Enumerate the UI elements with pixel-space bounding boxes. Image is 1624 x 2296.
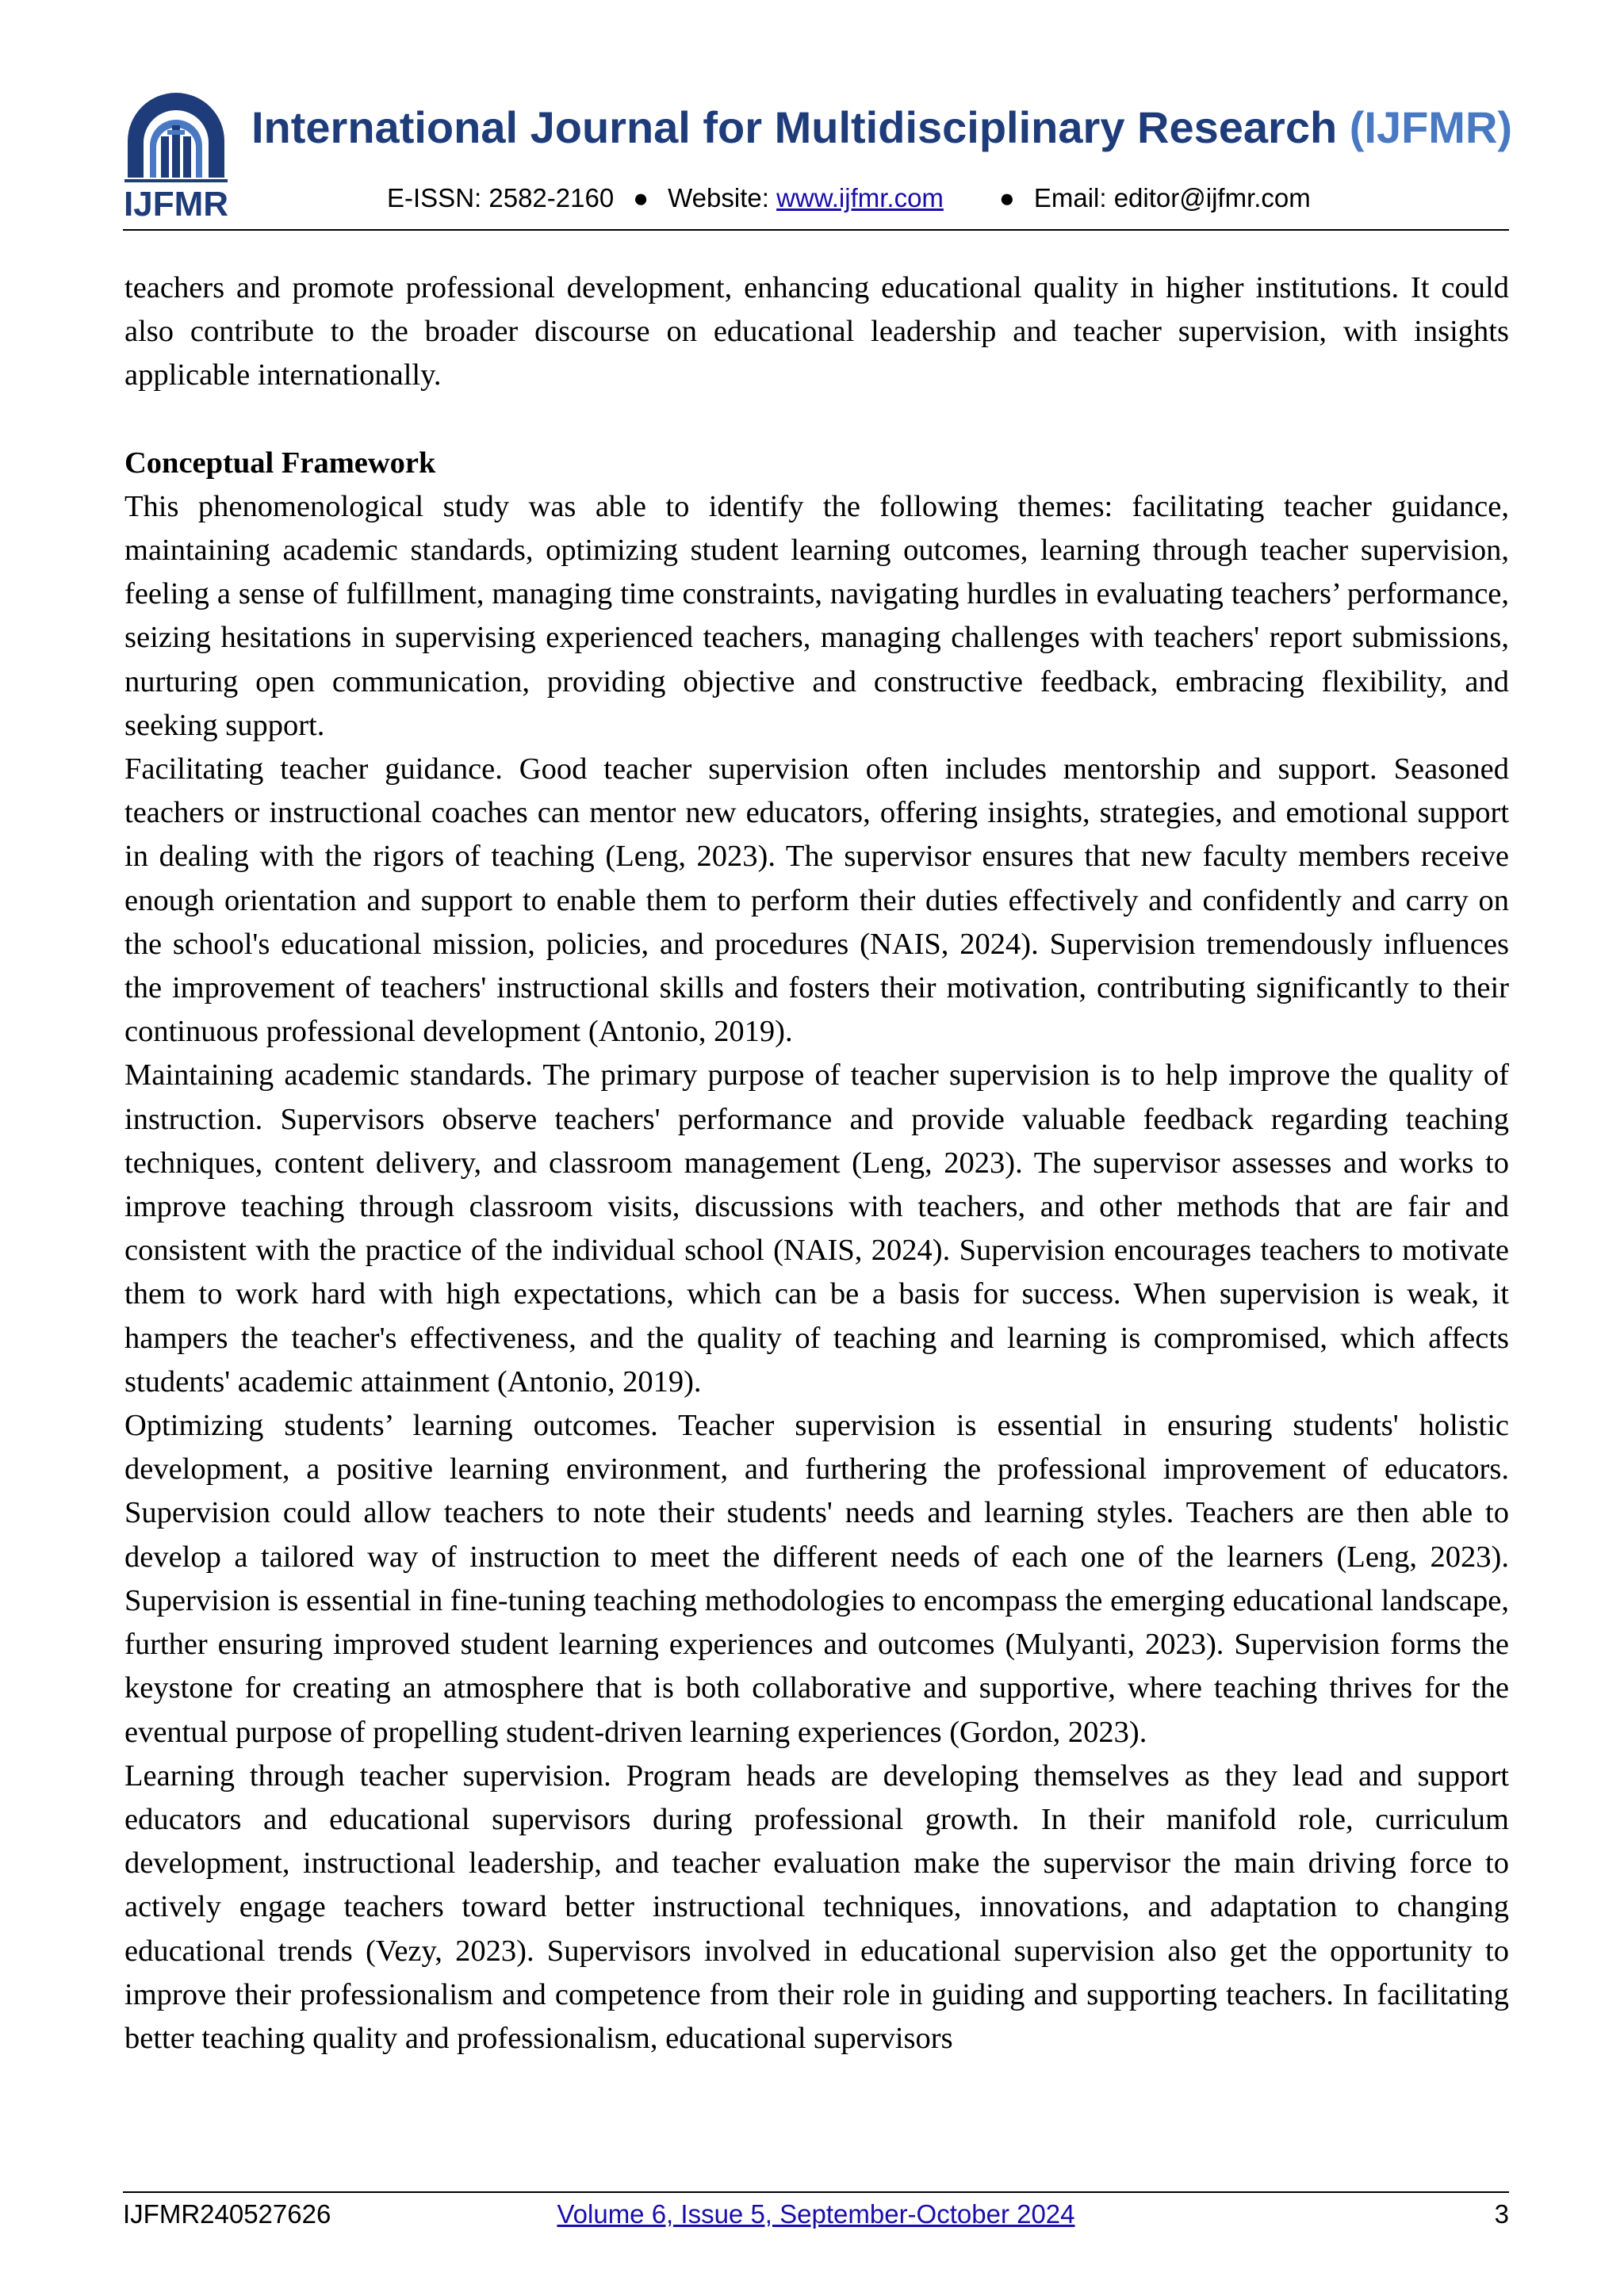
article-id: IJFMR240527626 xyxy=(123,2199,331,2229)
paragraph-gap xyxy=(124,398,1509,442)
email-text: Email: editor@ijfmr.com xyxy=(1033,183,1311,212)
body-paragraph: Optimizing students’ learning outcomes. Teacher supervision is essential in ensuring students' holistic development, a positive learning environment, and furthering the professional improvement of educators. Supervision could allow teachers to note their students' needs and learning styles. Teachers are then able to develop a tailored way of instruction to meet the different needs of each one of the learners (Leng, 2023). Supervision is essential in fine-tuning teaching methodologies to encompass the emerging educational landscape, further ensuring improved student learning experiences and outcomes (Mulyanti, 2023). Supervision forms the keystone for creating an atmosphere that is both collaborative and supportive, where teaching thrives for the eventual purpose of propelling student-driven learning experiences (Gordon, 2023). xyxy=(124,1409,1509,1749)
header-meta xyxy=(387,179,1311,217)
volume-info xyxy=(123,2195,1509,2234)
ijfmr-logo xyxy=(123,89,229,222)
website-link[interactable]: www.ijfmr.com xyxy=(776,183,944,212)
logo-emblem-icon xyxy=(123,89,229,222)
journal-title-text: International Journal for Multidisciplinary Research xyxy=(251,102,1338,152)
volume-link[interactable]: Volume 6, Issue 5, September-October 2024 xyxy=(557,2199,1075,2229)
header-divider xyxy=(123,229,1509,231)
journal-title xyxy=(251,97,1512,159)
body-paragraph: Maintaining academic standards. The primary purpose of teacher supervision is to help improve the quality of instruction. Supervisors observe teachers' performance and provide valuable feedback regarding teaching techniques, content delivery, and classroom management (Leng, 2023). The supervisor assesses and works to improve teaching through classroom visits, discussions with teachers, and other methods that are fair and consistent with the practice of the individual school (NAIS, 2024). Supervision encourages teachers to motivate them to work hard with high expectations, which can be a basis for success. When supervision is weak, it hampers the teacher's effectiveness, and the quality of teaching and learning is compromised, which affects students' academic attainment (Antonio, 2019). xyxy=(124,1058,1509,1399)
body-paragraph: Learning through teacher supervision. Program heads are developing themselves as they lead and support educators and educational supervisors during professional growth. In their manifold role, curriculum development, instructional leadership, and teacher evaluation make the supervisor the main driving force to actively engage teachers toward better instructional techniques, innovations, and adaptation to changing educational trends (Vezy, 2023). Supervisors involved in educational supervision also get the opportunity to improve their professionalism and competence from their role in guiding and supporting teachers. In facilitating better teaching quality and professionalism, educational supervisors xyxy=(124,1758,1509,2055)
bullet-icon: ● xyxy=(633,183,649,212)
article-body xyxy=(124,266,1509,2061)
logo-text: IJFMR xyxy=(124,185,228,222)
website-label: Website: xyxy=(668,183,777,212)
footer-divider xyxy=(123,2191,1509,2193)
intro-paragraph: teachers and promote professional development, enhancing educational quality in higher institutions. It could also contribute to the broader discourse on educational leadership and teacher supervision, with insights applicable internationally. xyxy=(124,271,1509,392)
page-footer xyxy=(123,2195,1509,2234)
bullet-icon: ● xyxy=(998,183,1015,212)
page-number: 3 xyxy=(1494,2199,1509,2229)
body-paragraph: This phenomenological study was able to identify the following themes: facilitating teacher guidance, maintaining academic standards, optimizing student learning outcomes, learning through teacher supervision, feeling a sense of fulfillment, managing time constraints, navigating hurdles in evaluating teachers’ performance, seizing hesitations in supervising experienced teachers, managing challenges with teachers' report submissions, nurturing open communication, providing objective and constructive feedback, embracing flexibility, and seeking support. xyxy=(124,489,1509,742)
journal-abbreviation: (IJFMR) xyxy=(1349,102,1513,152)
section-heading: Conceptual Framework xyxy=(124,446,436,480)
eissn: E-ISSN: 2582-2160 xyxy=(387,183,615,212)
body-paragraph: Facilitating teacher guidance. Good teacher supervision often includes mentorship and support. Seasoned teachers or instructional coaches can mentor new educators, offering insights, strategies, and emotional support in dealing with the rigors of teaching (Leng, 2023). The supervisor ensures that new faculty members receive enough orientation and support to enable them to perform their duties effectively and confidently and carry on the school's educational mission, policies, and procedures (NAIS, 2024). Supervision tremendously influences the improvement of teachers' instructional skills and fosters their motivation, contributing significantly to their continuous professional development (Antonio, 2019). xyxy=(124,752,1509,1049)
